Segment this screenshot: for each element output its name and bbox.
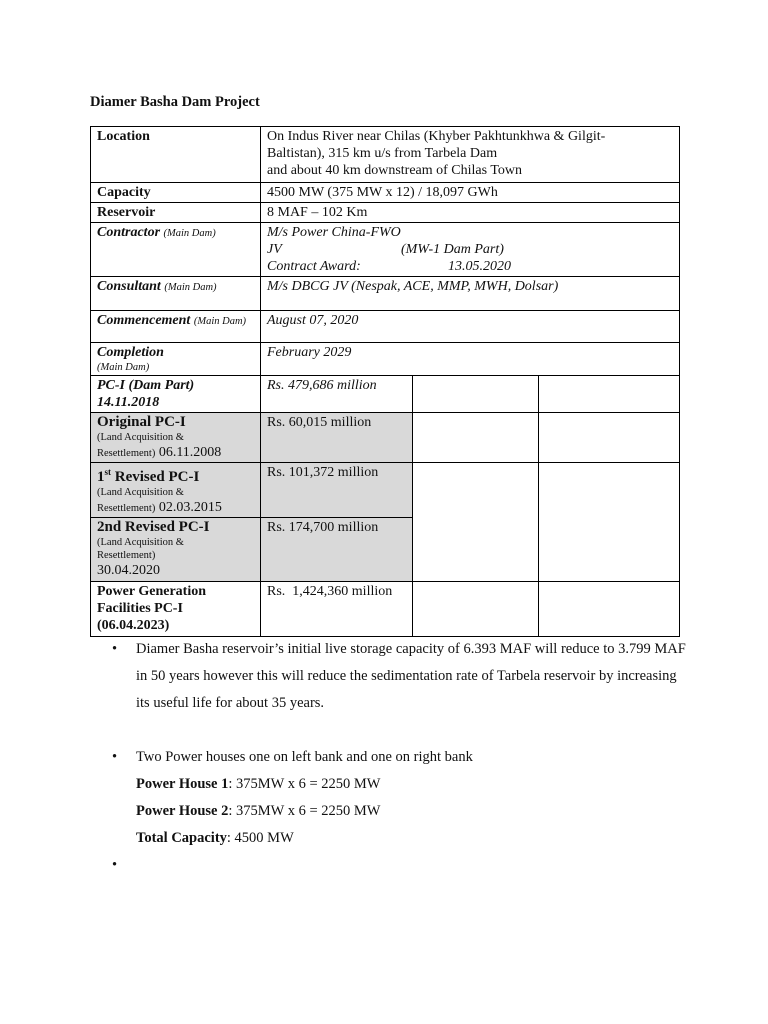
power-house-1-value: : 375MW x 6 = 2250 MW: [228, 776, 381, 792]
bullet-powerhouses-text: Two Power houses one on left bank and one on right bank: [136, 749, 473, 765]
power-gen-empty-2: [539, 582, 680, 637]
contract-award-date: 13.05.2020: [448, 259, 511, 274]
document-title: Diamer Basha Dam Project: [90, 94, 260, 110]
revised-empty-2: [539, 463, 680, 582]
consultant-label: Consultant: [97, 279, 161, 294]
contractor-note: (Main Dam): [163, 228, 216, 239]
row-location: [91, 127, 680, 183]
second-revised-value: Rs. 174,700 million: [267, 520, 379, 535]
original-pc1-note: (Land Acquisition &: [97, 432, 184, 443]
bullet-item-storage: [112, 636, 692, 717]
commencement-value: August 07, 2020: [267, 313, 359, 328]
project-info-table: [90, 126, 680, 637]
bullet-marker: •: [112, 641, 118, 657]
bullet-storage-text: Diamer Basha reservoir’s initial live storage capacity of 6.393 MAF will reduce to 3.799 MAF in 50 years however this will reduce the sedimentation rate of Tarbela reservoir by increasing its useful life for about 35 years.: [136, 641, 686, 711]
contract-award-label: Contract Award:: [267, 259, 361, 274]
consultant-value: M/s DBCG JV (Nespak, ACE, MMP, MWH, Dolsar): [267, 279, 559, 294]
contractor-part: (MW-1 Dam Part): [401, 242, 504, 257]
original-pc1-empty-1: [413, 413, 539, 463]
contractor-name: M/s Power China-FWO JV: [267, 225, 401, 257]
completion-note: (Main Dam): [97, 362, 150, 373]
consultant-note: (Main Dam): [164, 282, 217, 293]
power-house-2-label: Power House 2: [136, 803, 229, 819]
power-gen-label-1: Power Generation: [97, 584, 206, 599]
power-gen-value: Rs. 1,424,360 million: [267, 584, 393, 599]
first-revised-note-2: Resettlement): [97, 503, 156, 514]
reservoir-value: 8 MAF – 102 Km: [267, 205, 368, 220]
row-capacity: [91, 183, 680, 203]
original-pc1-value: Rs. 60,015 million: [267, 415, 372, 430]
total-capacity-line: [136, 825, 692, 852]
reservoir-label: Reservoir: [97, 205, 156, 220]
bullet-item-powerhouses: [112, 744, 692, 852]
completion-label: Completion: [97, 345, 164, 360]
row-reservoir: [91, 203, 680, 223]
pc1-dam-label: PC-I (Dam Part): [97, 378, 195, 393]
bullet-marker: •: [112, 749, 118, 765]
location-line-1: On Indus River near Chilas (Khyber Pakhtunkhwa & Gilgit-: [267, 129, 606, 144]
capacity-label: Capacity: [97, 185, 151, 200]
total-capacity-label: Total Capacity: [136, 830, 227, 846]
capacity-value: 4500 MW (375 MW x 12) / 18,097 GWh: [267, 185, 498, 200]
revised-empty-1: [413, 463, 539, 582]
original-pc1-empty-2: [539, 413, 680, 463]
location-label: Location: [97, 129, 150, 144]
row-power-generation: [91, 582, 680, 637]
power-house-2-line: [136, 798, 692, 825]
row-original-pc1: [91, 413, 680, 463]
power-gen-empty-1: [413, 582, 539, 637]
first-revised-value: Rs. 101,372 million: [267, 465, 379, 480]
first-revised-num: 1: [97, 469, 105, 485]
location-line-2: Baltistan), 315 km u/s from Tarbela Dam: [267, 146, 498, 161]
first-revised-label: Revised PC-I: [114, 469, 200, 485]
pc1-dam-empty-2: [539, 376, 680, 413]
location-line-3: and about 40 km downstream of Chilas Town: [267, 163, 523, 178]
first-revised-sup: st: [104, 467, 111, 477]
pc1-dam-value: Rs. 479,686 million: [267, 378, 377, 393]
second-revised-label: 2nd Revised PC-I: [97, 519, 210, 535]
row-pc1-dam: [91, 376, 680, 413]
location-value-cell: [261, 127, 680, 183]
commencement-note: (Main Dam): [193, 316, 247, 327]
row-contractor: [91, 223, 680, 277]
first-revised-note: (Land Acquisition &: [97, 487, 184, 498]
original-pc1-note-2: Resettlement): [97, 448, 156, 459]
location-label-cell: [91, 127, 261, 183]
bullet-marker: •: [112, 857, 118, 873]
power-house-1-label: Power House 1: [136, 776, 229, 792]
row-commencement: [91, 311, 680, 343]
completion-value: February 2029: [267, 345, 352, 360]
bullet-list: [112, 636, 692, 879]
bullet-item-empty: [112, 852, 692, 879]
power-house-1-line: [136, 771, 692, 798]
second-revised-date: 30.04.2020: [97, 563, 160, 578]
power-house-2-value: : 375MW x 6 = 2250 MW: [228, 803, 381, 819]
pc1-dam-empty-1: [413, 376, 539, 413]
power-gen-label-2: Facilities PC-I: [97, 601, 183, 616]
power-gen-date: (06.04.2023): [97, 618, 170, 633]
row-consultant: [91, 277, 680, 311]
row-completion: [91, 343, 680, 376]
commencement-label: Commencement: [97, 313, 191, 328]
first-revised-date: 02.03.2015: [158, 500, 222, 515]
row-first-revised: [91, 463, 680, 518]
original-pc1-date: 06.11.2008: [158, 445, 222, 460]
second-revised-note: (Land Acquisition &: [97, 537, 184, 548]
pc1-dam-date: 14.11.2018: [97, 395, 160, 410]
contractor-label: Contractor: [97, 225, 161, 240]
total-capacity-value: : 4500 MW: [226, 830, 294, 846]
second-revised-note-2: Resettlement): [97, 550, 156, 561]
original-pc1-label: Original PC-I: [97, 414, 186, 430]
